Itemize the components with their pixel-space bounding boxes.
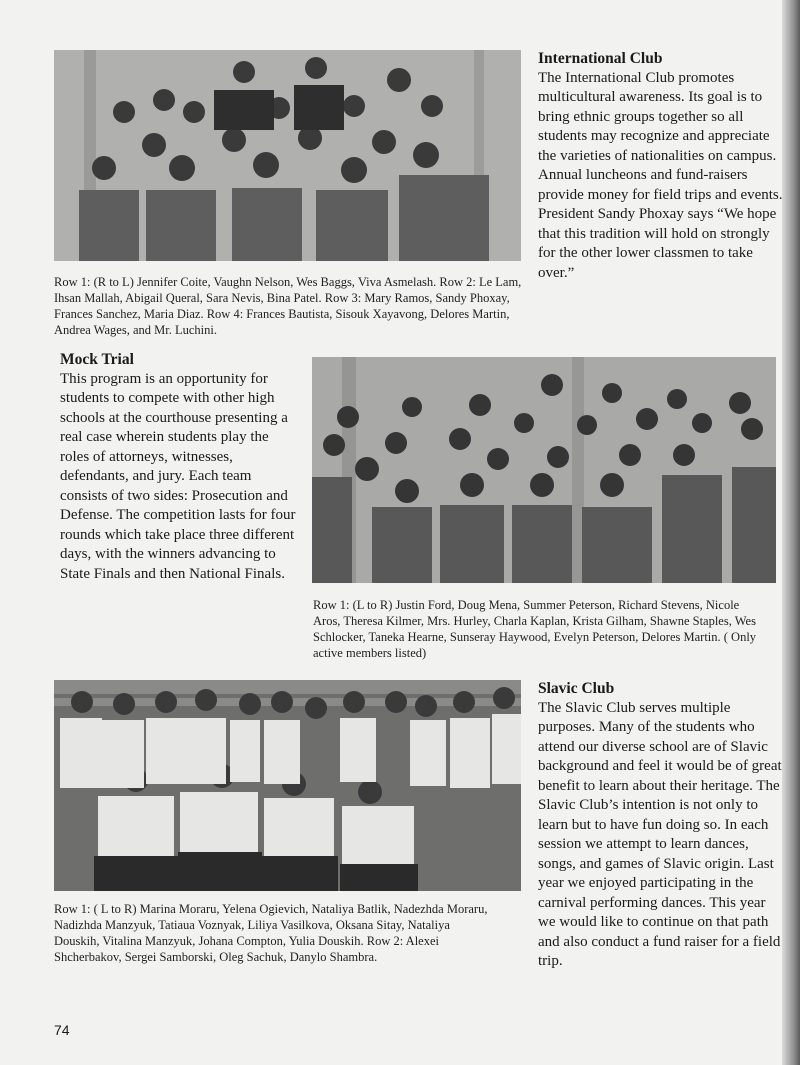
international-club-text — [538, 49, 783, 283]
page-number: 74 — [54, 1022, 70, 1038]
mock-trial-text — [60, 350, 298, 584]
slavic-club-caption: Row 1: ( L to R) Marina Moraru, Yelena Ogievich, Nataliya Batlik, Nadezhda Moraru, Nadizhda Manzyuk, Tatiaua Voznyak, Liliya Vasilkova, Oksana Sitay, Nataliya Douskih, Vitalina Manzyuk, Johana Compton, Yulia Douskih. Row 2: Alexei Shcherbakov, Sergei Samborski, Oleg Sachuk, Danylo Shambra. — [54, 902, 488, 964]
slavic-club-body: The Slavic Club serves multiple purposes. Many of the students who attend our diverse school are of Slavic background and feel it would be of great benefit to learn about their heritage. The Slavic Club’s intention is not only to learn but to have fun doing so. In each session we attempt to learn dances, songs, and games of Slavic origin. Last year we enjoyed participating in the carnival performing dances. This year we would like to continue on that path and also conduct a fund raiser for a field trip. — [538, 699, 782, 969]
international-club-heading: International Club — [538, 50, 663, 67]
mock-trial-heading: Mock Trial — [60, 351, 134, 368]
slavic-club-photo — [54, 680, 521, 891]
international-club-photo — [54, 50, 521, 261]
mock-trial-photo — [312, 357, 776, 583]
book-spine-shadow — [782, 0, 800, 1065]
slavic-club-text — [538, 679, 783, 972]
mock-trial-body: This program is an opportunity for students to compete with other high schools at the courthouse presenting a real case wherein students play the roles of attorneys, witnesses, defendants, and jury. Each team consists of two sides: Prosecution and Defense. The competition lasts for four rounds which take place three different days, with the winners advancing to State Finals and then National Finals. — [60, 370, 296, 582]
mock-trial-caption: Row 1: (L to R) Justin Ford, Doug Mena, Summer Peterson, Richard Stevens, Nicole Aros, Theresa Kilmer, Mrs. Hurley, Charla Kaplan, Krista Gilham, Shawne Staples, Wes Schlocker, Taneka Hearne, Sunseray Haywood, Evelyn Peterson, Delores Martin. ( Only active members listed) — [313, 598, 757, 660]
slavic-club-heading: Slavic Club — [538, 680, 615, 697]
international-club-caption: Row 1: (R to L) Jennifer Coite, Vaughn Nelson, Wes Baggs, Viva Asmelash. Row 2: Le Lam, Ihsan Mallah, Abigail Queral, Sara Nevis, Bina Patel. Row 3: Mary Ramos, Sandy Phoxay, Frances Sanchez, Maria Diaz. Row 4: Frances Bautista, Sisouk Xayavong, Delores Martin, Andrea Wages, and Mr. Luchini. — [54, 275, 522, 337]
international-club-body: The International Club promotes multicultural awareness. Its goal is to bring ethnic groups together so all students may recognize and appreciate the varieties of nationalities on campus. Annual luncheons and fund-raisers provide money for field trips and events. President Sandy Phoxay says “We hope that this tradition will hold on strongly for the other lower classmen to take over.” — [538, 69, 783, 281]
